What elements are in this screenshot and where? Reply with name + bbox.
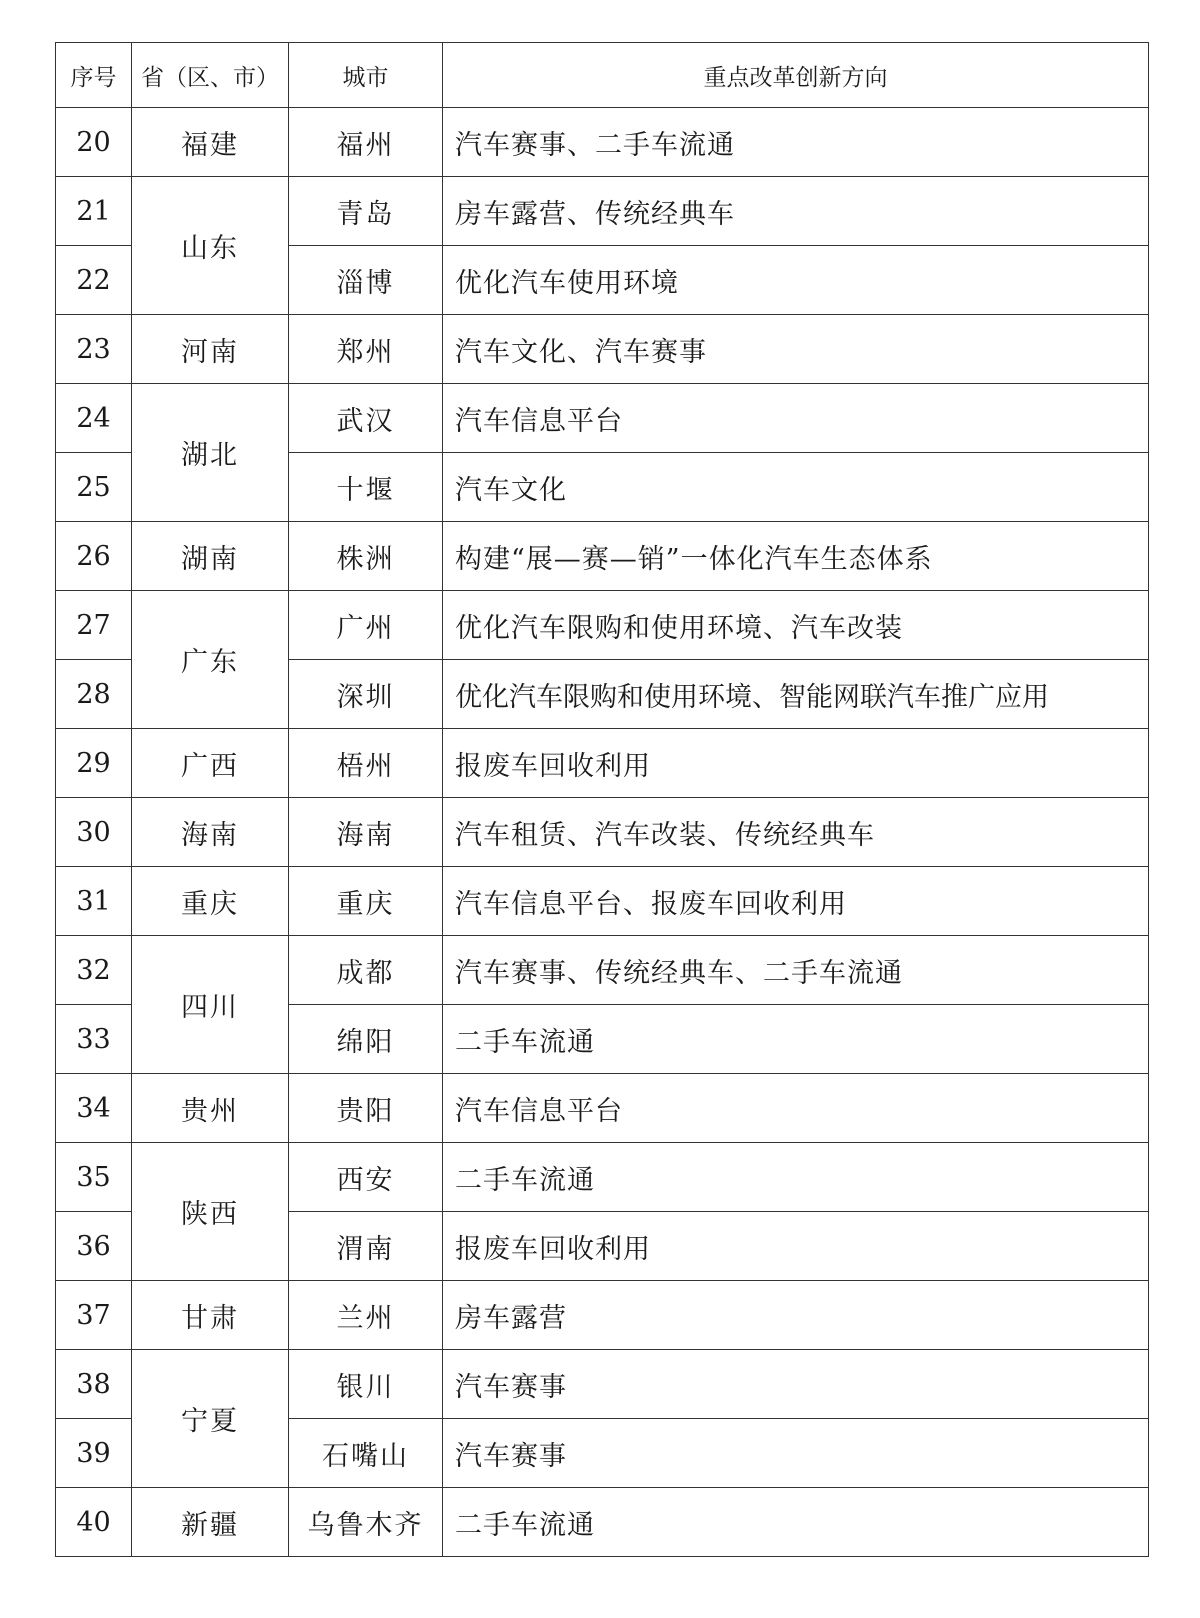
city-cell: 深圳 <box>289 660 443 729</box>
table-row <box>56 315 1149 384</box>
row-number: 23 <box>56 315 132 384</box>
city-cell: 武汉 <box>289 384 443 453</box>
row-number: 34 <box>56 1074 132 1143</box>
row-number: 35 <box>56 1143 132 1212</box>
row-number: 39 <box>56 1419 132 1488</box>
table-row <box>56 936 1149 1005</box>
row-number: 21 <box>56 177 132 246</box>
direction-cell: 二手车流通 <box>443 1488 1149 1557</box>
city-cell: 福州 <box>289 108 443 177</box>
row-number: 36 <box>56 1212 132 1281</box>
table-row <box>56 591 1149 660</box>
direction-cell: 汽车赛事、二手车流通 <box>443 108 1149 177</box>
city-cell: 广州 <box>289 591 443 660</box>
row-number: 24 <box>56 384 132 453</box>
province-cell: 山东 <box>132 177 289 315</box>
direction-cell: 优化汽车使用环境 <box>443 246 1149 315</box>
city-cell: 海南 <box>289 798 443 867</box>
city-cell: 银川 <box>289 1350 443 1419</box>
province-cell: 湖北 <box>132 384 289 522</box>
city-cell: 兰州 <box>289 1281 443 1350</box>
header-direction: 重点改革创新方向 <box>443 43 1149 108</box>
row-number: 37 <box>56 1281 132 1350</box>
table-row <box>56 798 1149 867</box>
province-cell: 福建 <box>132 108 289 177</box>
province-cell: 重庆 <box>132 867 289 936</box>
header-province: 省（区、市） <box>132 43 289 108</box>
table-row <box>56 867 1149 936</box>
header-no: 序号 <box>56 43 132 108</box>
direction-cell: 房车露营 <box>443 1281 1149 1350</box>
province-cell: 甘肃 <box>132 1281 289 1350</box>
direction-cell: 汽车信息平台 <box>443 384 1149 453</box>
direction-cell: 房车露营、传统经典车 <box>443 177 1149 246</box>
province-cell: 四川 <box>132 936 289 1074</box>
city-cell: 青岛 <box>289 177 443 246</box>
row-number: 31 <box>56 867 132 936</box>
city-cell: 十堰 <box>289 453 443 522</box>
city-cell: 石嘴山 <box>289 1419 443 1488</box>
row-number: 22 <box>56 246 132 315</box>
table-row <box>56 1074 1149 1143</box>
city-cell: 绵阳 <box>289 1005 443 1074</box>
row-number: 33 <box>56 1005 132 1074</box>
province-cell: 海南 <box>132 798 289 867</box>
direction-cell: 汽车赛事 <box>443 1350 1149 1419</box>
row-number: 38 <box>56 1350 132 1419</box>
city-cell: 贵阳 <box>289 1074 443 1143</box>
direction-cell: 优化汽车限购和使用环境、智能网联汽车推广应用 <box>443 660 1149 729</box>
city-cell: 郑州 <box>289 315 443 384</box>
direction-cell: 汽车赛事 <box>443 1419 1149 1488</box>
province-cell: 河南 <box>132 315 289 384</box>
direction-cell: 报废车回收利用 <box>443 729 1149 798</box>
table-row <box>56 384 1149 453</box>
direction-cell: 二手车流通 <box>443 1143 1149 1212</box>
direction-cell: 优化汽车限购和使用环境、汽车改装 <box>443 591 1149 660</box>
province-cell: 广东 <box>132 591 289 729</box>
header-city: 城市 <box>289 43 443 108</box>
table-row <box>56 1350 1149 1419</box>
table-header-row <box>56 43 1149 108</box>
row-number: 40 <box>56 1488 132 1557</box>
table-row <box>56 1488 1149 1557</box>
row-number: 32 <box>56 936 132 1005</box>
direction-cell: 二手车流通 <box>443 1005 1149 1074</box>
direction-cell: 汽车信息平台、报废车回收利用 <box>443 867 1149 936</box>
row-number: 30 <box>56 798 132 867</box>
row-number: 29 <box>56 729 132 798</box>
table-row <box>56 108 1149 177</box>
reform-city-table <box>55 42 1149 1557</box>
row-number: 26 <box>56 522 132 591</box>
province-cell: 新疆 <box>132 1488 289 1557</box>
city-cell: 重庆 <box>289 867 443 936</box>
table-row <box>56 729 1149 798</box>
city-cell: 西安 <box>289 1143 443 1212</box>
direction-cell: 汽车文化 <box>443 453 1149 522</box>
direction-cell: 构建“展—赛—销”一体化汽车生态体系 <box>443 522 1149 591</box>
province-cell: 宁夏 <box>132 1350 289 1488</box>
row-number: 28 <box>56 660 132 729</box>
table-body <box>56 108 1149 1557</box>
city-cell: 乌鲁木齐 <box>289 1488 443 1557</box>
direction-cell: 报废车回收利用 <box>443 1212 1149 1281</box>
table-row <box>56 1143 1149 1212</box>
row-number: 25 <box>56 453 132 522</box>
city-cell: 株洲 <box>289 522 443 591</box>
direction-cell: 汽车租赁、汽车改装、传统经典车 <box>443 798 1149 867</box>
city-cell: 成都 <box>289 936 443 1005</box>
province-cell: 陕西 <box>132 1143 289 1281</box>
row-number: 20 <box>56 108 132 177</box>
province-cell: 湖南 <box>132 522 289 591</box>
province-cell: 贵州 <box>132 1074 289 1143</box>
city-cell: 淄博 <box>289 246 443 315</box>
direction-cell: 汽车赛事、传统经典车、二手车流通 <box>443 936 1149 1005</box>
row-number: 27 <box>56 591 132 660</box>
table-row <box>56 177 1149 246</box>
direction-cell: 汽车文化、汽车赛事 <box>443 315 1149 384</box>
city-cell: 渭南 <box>289 1212 443 1281</box>
table-row <box>56 1281 1149 1350</box>
direction-cell: 汽车信息平台 <box>443 1074 1149 1143</box>
province-cell: 广西 <box>132 729 289 798</box>
city-cell: 梧州 <box>289 729 443 798</box>
table-row <box>56 522 1149 591</box>
